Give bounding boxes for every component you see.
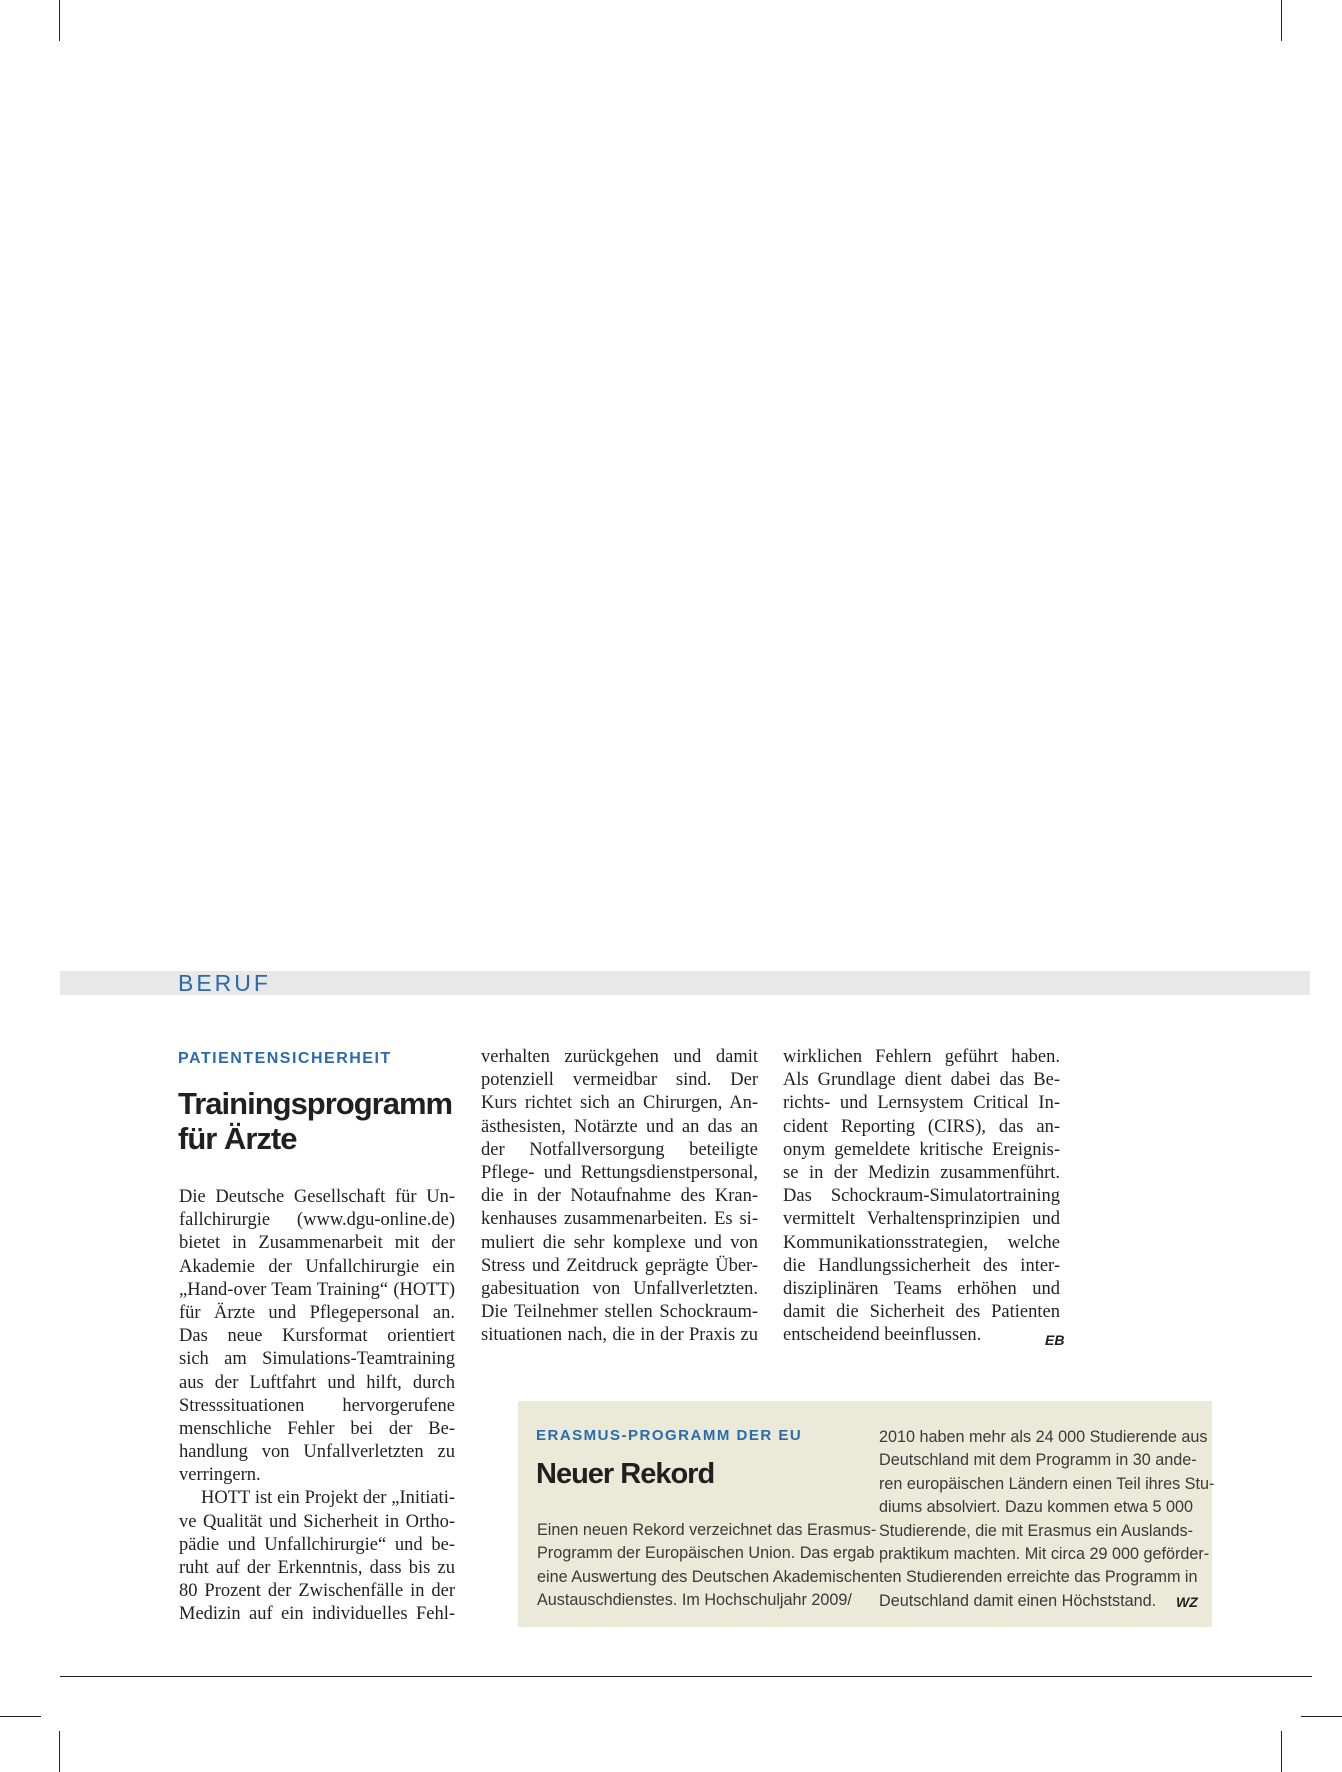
text-line: Stresssituationen hervorgerufene bbox=[179, 1395, 455, 1416]
text-line: 2010 haben mehr als 24 000 Studierende aus bbox=[879, 1428, 1208, 1446]
text-line: aus der Luftfahrt und hilft, durch bbox=[179, 1372, 455, 1393]
crop-mark-top-right bbox=[1281, 0, 1282, 41]
text-line: pädie und Unfallchirurgie“ und be- bbox=[179, 1534, 455, 1555]
text-line: die Handlungssicherheit des inter- bbox=[783, 1255, 1060, 1276]
headline-line: Trainingsprogramm bbox=[178, 1086, 453, 1121]
article-kicker: PATIENTENSICHERHEIT bbox=[178, 1050, 392, 1067]
crop-mark-bottom-right-h bbox=[1301, 1716, 1342, 1717]
text-line: muliert die sehr komplexe und von bbox=[481, 1232, 758, 1253]
text-line: situationen nach, die in der Praxis zu bbox=[481, 1325, 758, 1346]
text-line: gabesituation von Unfallverletzten. bbox=[481, 1278, 758, 1299]
text-line: Deutschland mit dem Programm in 30 ande- bbox=[879, 1451, 1197, 1470]
text-line: Das neue Kursformat orientiert bbox=[179, 1326, 455, 1347]
text-line: der Notfallversorgung beteiligte bbox=[481, 1139, 758, 1160]
section-label: BERUF bbox=[178, 970, 271, 996]
text-line: Kommunikationsstrategien, welche bbox=[783, 1232, 1060, 1253]
crop-mark-top-left bbox=[59, 0, 60, 41]
text-line: cident Reporting (CIRS), das an- bbox=[783, 1116, 1060, 1137]
article-column-2 bbox=[481, 1046, 758, 1347]
info-box bbox=[518, 1401, 1215, 1627]
box-kicker: ERASMUS-PROGRAMM DER EU bbox=[536, 1427, 803, 1444]
text-line: disziplinären Teams erhöhen und bbox=[783, 1278, 1060, 1299]
text-line: ästhesisten, Notärzte und an das an bbox=[481, 1116, 758, 1137]
article-column-3 bbox=[783, 1046, 1060, 1347]
box-signature: WZ bbox=[1176, 1594, 1198, 1610]
text-line: Studierende, die mit Erasmus ein Auslands- bbox=[879, 1521, 1194, 1540]
text-line: entscheidend beeinflussen. bbox=[783, 1325, 982, 1346]
text-line: Die Deutsche Gesellschaft für Un- bbox=[179, 1187, 455, 1207]
crop-mark-bottom-left-h bbox=[0, 1716, 41, 1717]
text-line: Pflege- und Rettungsdienstpersonal, bbox=[481, 1162, 758, 1183]
text-line: potenziell vermeidbar sind. Der bbox=[481, 1070, 758, 1091]
text-line: Die Teilnehmer stellen Schockraum- bbox=[481, 1302, 758, 1323]
text-line: „Hand-over Team Training“ (HOTT) bbox=[179, 1279, 455, 1300]
text-line: ruht auf der Erkenntnis, dass bis zu bbox=[179, 1558, 455, 1578]
text-line: Einen neuen Rekord verzeichnet das Erasmus- bbox=[537, 1521, 877, 1539]
article-headline bbox=[178, 1086, 452, 1156]
text-line: kenhauses zusammenarbeiten. Es si- bbox=[481, 1209, 758, 1230]
text-line: fallchirurgie (www.dgu-online.de) bbox=[179, 1210, 455, 1231]
text-line: eine Auswertung des Deutschen Akademischen bbox=[537, 1567, 879, 1586]
bottom-rule bbox=[60, 1676, 1312, 1677]
text-line: handlung von Unfallverletzten zu bbox=[179, 1442, 455, 1463]
box-column-2 bbox=[879, 1426, 1215, 1613]
crop-mark-bottom-left-v bbox=[59, 1731, 60, 1772]
text-line: Stress und Zeitdruck geprägte Über- bbox=[481, 1255, 758, 1276]
text-line: Akademie der Unfallchirurgie ein bbox=[179, 1256, 455, 1277]
box-column-1 bbox=[537, 1519, 879, 1613]
text-line: ren europäischen Ländern einen Teil ihres Stu- bbox=[879, 1474, 1215, 1493]
text-line: bietet in Zusammenarbeit mit der bbox=[179, 1233, 455, 1254]
text-line: Austauschdienstes. Im Hochschuljahr 2009/ bbox=[537, 1591, 852, 1610]
text-line: 80 Prozent der Zwischenfälle in der bbox=[179, 1581, 455, 1602]
text-line: menschliche Fehler bei der Be- bbox=[179, 1418, 455, 1439]
text-line: ten Studierenden erreichte das Programm in bbox=[879, 1568, 1198, 1587]
text-line: für Ärzte und Pflegepersonal an. bbox=[179, 1302, 455, 1323]
text-line: praktikum machten. Mit circa 29 000 geförder- bbox=[879, 1544, 1210, 1563]
text-line: onym gemeldete kritische Ereignis- bbox=[783, 1139, 1060, 1160]
text-line: ve Qualität und Sicherheit in Ortho- bbox=[179, 1511, 455, 1532]
text-line: vermittelt Verhaltensprinzipien und bbox=[783, 1209, 1060, 1230]
text-line: Deutschland damit einen Höchststand. bbox=[879, 1591, 1157, 1610]
box-headline: Neuer Rekord bbox=[536, 1458, 715, 1490]
text-line: HOTT ist ein Projekt der „Initiati- bbox=[201, 1488, 455, 1509]
text-line: die in der Notaufnahme des Kran- bbox=[481, 1186, 758, 1207]
text-line: se in der Medizin zusammenführt. bbox=[783, 1162, 1060, 1183]
article-column-1 bbox=[179, 1186, 455, 1627]
text-line: diums absolviert. Dazu kommen etwa 5 000 bbox=[879, 1498, 1194, 1517]
headline-line: für Ärzte bbox=[178, 1121, 297, 1156]
text-line: damit die Sicherheit des Patienten bbox=[783, 1302, 1060, 1323]
text-line: Kurs richtet sich an Chirurgen, An- bbox=[481, 1093, 758, 1114]
text-line: Medizin auf ein individuelles Fehl- bbox=[179, 1604, 455, 1625]
crop-mark-bottom-right-v bbox=[1281, 1731, 1282, 1772]
text-line: Als Grundlage dient dabei das Be- bbox=[783, 1070, 1060, 1091]
text-line: wirklichen Fehlern geführt haben. bbox=[783, 1047, 1060, 1067]
text-line: Das Schockraum-Simulatortraining bbox=[783, 1186, 1060, 1207]
text-line: richts- und Lernsystem Critical In- bbox=[783, 1093, 1060, 1114]
text-line: verhalten zurückgehen und damit bbox=[481, 1047, 758, 1067]
text-line: verringern. bbox=[179, 1465, 261, 1486]
text-line: sich am Simulations-Teamtraining bbox=[179, 1349, 455, 1370]
article-signature: EB bbox=[1045, 1332, 1065, 1348]
text-line: Programm der Europäischen Union. Das ergab bbox=[537, 1544, 875, 1563]
